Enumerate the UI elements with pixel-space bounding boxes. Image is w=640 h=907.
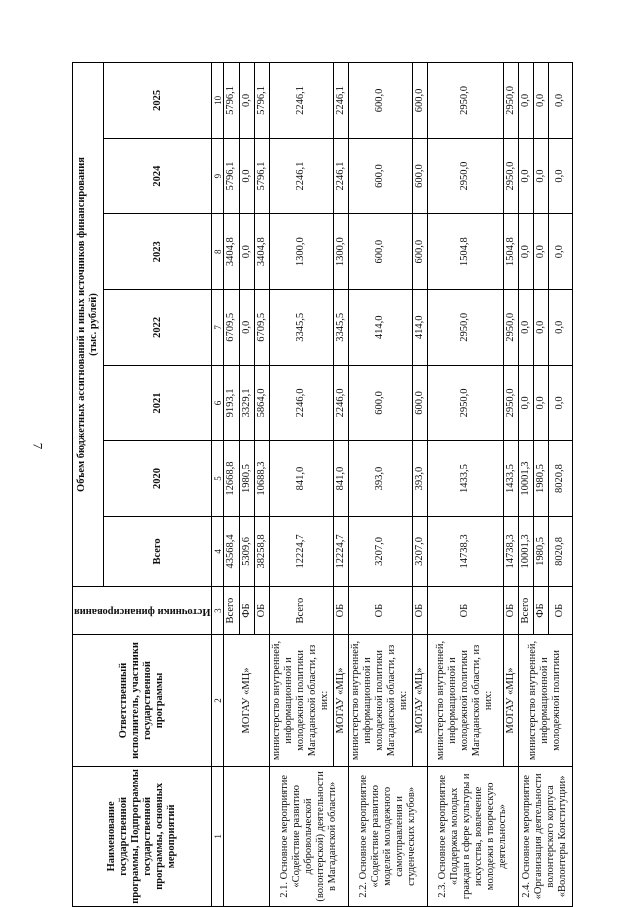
value-cell: 38258,8 <box>254 516 269 586</box>
value-cell: 8020,8 <box>548 516 572 586</box>
row-executor: министерство внутренней, информационной и молодежной политики Магаданской области, из них: <box>427 635 503 767</box>
header-source-label: Источники финансирования <box>74 605 211 617</box>
col-index: 8 <box>212 214 224 290</box>
value-cell: 414,0 <box>348 290 412 366</box>
value-cell: 2950,0 <box>503 63 518 139</box>
row-executor: МОГАУ «МЦ» <box>333 635 348 767</box>
row-executor: министерство внутренней, информационной и молодежной политики Магаданской области, из них: <box>269 635 333 767</box>
funding-unit: (тыс. рублей) <box>88 293 99 356</box>
value-cell: 5796,1 <box>224 138 239 214</box>
year-header: 2021 <box>104 365 212 441</box>
value-cell: 5796,1 <box>254 138 269 214</box>
header-funding <box>73 63 104 587</box>
value-cell: 600,0 <box>348 365 412 441</box>
year-header: Всего <box>104 516 212 586</box>
value-cell: 2950,0 <box>503 138 518 214</box>
value-cell: 6709,5 <box>254 290 269 366</box>
row-source: Всего <box>269 586 333 634</box>
value-cell: 14738,3 <box>427 516 503 586</box>
row-name: 2.1. Основное мероприятие «Содействие развитию добровольческой (волонтерской) деятельности в Магаданской области» <box>269 766 348 906</box>
header-name: Наименование государственной программы, Подпрограммы государственной программы, основных мероприятий <box>73 766 212 906</box>
row-name: 2.2. Основное мероприятие «Содействие развитию моделей молодежного самоуправления и студенческих клубов» <box>348 766 427 906</box>
value-cell: 0,0 <box>548 63 572 139</box>
value-cell: 600,0 <box>348 63 412 139</box>
value-cell: 0,0 <box>239 63 254 139</box>
row-source: ОБ <box>348 586 412 634</box>
row-source: ОБ <box>254 586 269 634</box>
value-cell: 600,0 <box>412 63 427 139</box>
index-row <box>212 63 224 907</box>
row-source: ОБ <box>333 586 348 634</box>
funding-table <box>72 62 573 907</box>
year-header: 2024 <box>104 138 212 214</box>
row-name: 2.4. Основное мероприятие «Организация деятельности волонтерского корпуса «Волонтеры Конституции» <box>518 766 572 906</box>
col-index: 1 <box>212 766 224 906</box>
value-cell: 2246,1 <box>333 63 348 139</box>
value-cell: 414,0 <box>412 290 427 366</box>
value-cell: 2950,0 <box>503 365 518 441</box>
col-index: 10 <box>212 63 224 139</box>
value-cell: 1433,5 <box>427 441 503 517</box>
value-cell: 43568,4 <box>224 516 239 586</box>
value-cell: 0,0 <box>518 63 533 139</box>
row-executor: МОГАУ «МЦ» <box>412 635 427 767</box>
value-cell: 3345,5 <box>333 290 348 366</box>
value-cell: 393,0 <box>348 441 412 517</box>
value-cell: 1980,5 <box>533 516 548 586</box>
value-cell: 0,0 <box>533 138 548 214</box>
row-name: 2.3. Основное мероприятие «Поддержка молодых граждан в сфере культуры и искусства, вовлечение молодежи в творческую деятельность» <box>427 766 518 906</box>
value-cell: 841,0 <box>333 441 348 517</box>
value-cell: 0,0 <box>239 214 254 290</box>
value-cell: 3329,1 <box>239 365 254 441</box>
value-cell: 0,0 <box>239 138 254 214</box>
value-cell: 2246,0 <box>333 365 348 441</box>
value-cell: 0,0 <box>548 365 572 441</box>
value-cell: 0,0 <box>548 214 572 290</box>
value-cell: 3404,8 <box>254 214 269 290</box>
row-name <box>224 766 269 906</box>
value-cell: 0,0 <box>518 138 533 214</box>
value-cell: 600,0 <box>348 214 412 290</box>
value-cell: 0,0 <box>533 214 548 290</box>
value-cell: 0,0 <box>518 290 533 366</box>
value-cell: 3207,0 <box>348 516 412 586</box>
row-source: Всего <box>518 586 533 634</box>
value-cell: 600,0 <box>412 214 427 290</box>
value-cell: 12224,7 <box>333 516 348 586</box>
value-cell: 600,0 <box>348 138 412 214</box>
page-number: 7 <box>30 442 46 450</box>
value-cell: 5864,0 <box>254 365 269 441</box>
row-source: Всего <box>224 586 239 634</box>
value-cell: 2950,0 <box>427 63 503 139</box>
value-cell: 0,0 <box>533 365 548 441</box>
value-cell: 0,0 <box>533 63 548 139</box>
table-row <box>224 63 239 907</box>
year-header: 2022 <box>104 290 212 366</box>
value-cell: 1433,5 <box>503 441 518 517</box>
year-header: 2025 <box>104 63 212 139</box>
value-cell: 600,0 <box>412 138 427 214</box>
col-index: 6 <box>212 365 224 441</box>
value-cell: 1300,0 <box>269 214 333 290</box>
row-source: ФБ <box>533 586 548 634</box>
row-executor: министерство внутренней, информационной и молодежной политики Магаданской области, из них: <box>348 635 412 767</box>
value-cell: 0,0 <box>548 138 572 214</box>
value-cell: 10001,3 <box>518 516 533 586</box>
value-cell: 600,0 <box>412 365 427 441</box>
row-source: ФБ <box>239 586 254 634</box>
value-cell: 6709,5 <box>224 290 239 366</box>
value-cell: 1980,5 <box>533 441 548 517</box>
value-cell: 2950,0 <box>427 290 503 366</box>
value-cell: 0,0 <box>239 290 254 366</box>
value-cell: 0,0 <box>533 290 548 366</box>
row-source: ОБ <box>548 586 572 634</box>
col-index: 5 <box>212 441 224 517</box>
value-cell: 12224,7 <box>269 516 333 586</box>
value-cell: 3345,5 <box>269 290 333 366</box>
value-cell: 5796,1 <box>254 63 269 139</box>
col-index: 7 <box>212 290 224 366</box>
value-cell: 2950,0 <box>503 290 518 366</box>
row-source: ОБ <box>503 586 518 634</box>
row-source: ОБ <box>427 586 503 634</box>
table-row <box>269 63 333 907</box>
table-row <box>518 63 533 907</box>
funding-title: Объем бюджетных ассигнований и иных источников финансирования <box>75 157 87 492</box>
value-cell: 0,0 <box>548 290 572 366</box>
value-cell: 9193,1 <box>224 365 239 441</box>
value-cell: 1504,8 <box>427 214 503 290</box>
value-cell: 841,0 <box>269 441 333 517</box>
value-cell: 3404,8 <box>224 214 239 290</box>
value-cell: 12668,8 <box>224 441 239 517</box>
value-cell: 8020,8 <box>548 441 572 517</box>
value-cell: 5309,6 <box>239 516 254 586</box>
value-cell: 2950,0 <box>427 138 503 214</box>
value-cell: 14738,3 <box>503 516 518 586</box>
value-cell: 5796,1 <box>224 63 239 139</box>
value-cell: 2246,0 <box>269 365 333 441</box>
value-cell: 10688,3 <box>254 441 269 517</box>
header-executor: Ответственный исполнитель, участники государственной программы <box>73 635 212 767</box>
row-executor: МОГАУ «МЦ» <box>503 635 518 767</box>
rotated-table-container <box>72 62 590 907</box>
table-row <box>427 63 503 907</box>
col-index: 4 <box>212 516 224 586</box>
value-cell: 0,0 <box>518 365 533 441</box>
value-cell: 1504,8 <box>503 214 518 290</box>
year-header: 2020 <box>104 441 212 517</box>
row-executor: министерство внутренней, информационной и молодежной политики <box>518 635 572 767</box>
row-executor: МОГАУ «МЦ» <box>224 635 269 767</box>
col-index: 9 <box>212 138 224 214</box>
value-cell: 393,0 <box>412 441 427 517</box>
value-cell: 2246,1 <box>333 138 348 214</box>
col-index: 2 <box>212 635 224 767</box>
value-cell: 3207,0 <box>412 516 427 586</box>
value-cell: 1980,5 <box>239 441 254 517</box>
value-cell: 10001,3 <box>518 441 533 517</box>
value-cell: 2950,0 <box>427 365 503 441</box>
col-index: 3 <box>212 586 224 634</box>
year-header: 2023 <box>104 214 212 290</box>
value-cell: 0,0 <box>518 214 533 290</box>
header-source <box>73 586 212 634</box>
value-cell: 2246,1 <box>269 138 333 214</box>
table-row <box>348 63 412 907</box>
value-cell: 1300,0 <box>333 214 348 290</box>
row-source: ОБ <box>412 586 427 634</box>
value-cell: 2246,1 <box>269 63 333 139</box>
